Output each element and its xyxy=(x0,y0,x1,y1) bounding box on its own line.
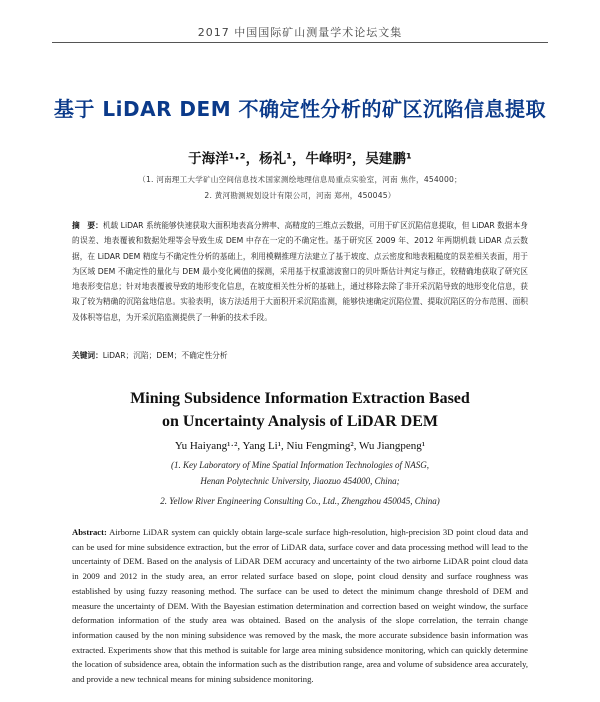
chinese-keywords-label: 关键词： xyxy=(72,351,103,360)
header-rule xyxy=(52,42,548,43)
english-authors: Yu Haiyang¹·², Yang Li¹, Niu Fengming², Wu Jiangpeng¹ xyxy=(174,440,426,452)
chinese-abstract-label: 摘 要： xyxy=(72,221,103,230)
chinese-keywords xyxy=(72,350,528,361)
chinese-affiliation-1: （1. 河南理工大学矿山空间信息技术国家测绘地理信息局重点实验室，河南 焦作，454000； xyxy=(138,175,462,184)
chinese-abstract-text: 机载 LiDAR 系统能够快速获取大面积地表高分辨率、高精度的三维点云数据，可用于矿区沉陷信息提取，但 LiDAR 数据本身的误差、地表覆被和数据处理等会导致生成 DEM 中存在一定的不确定性。基于研究区 2009 年、2012 年两期机载 LiDAR 点云数据，在 LiDAR DEM 精度与不确定性分析的基础上，利用模糊推理方法建立了基于坡度、点云密度和地表粗糙度的误差相关表面，用于为区域 DEM 不确定性的量化与 DEM 最小变化阈值的探测，采用基于权重滤波窗口的贝叶斯估计判定与修正，较精确地获取了研究区地表形变信息；针对地表覆被导致的地形变化信息，在坡度相关性分析的基础上，通过移除去除了非开采沉陷导致的地形变化信息，获取了较为精确的沉陷盆地信息。实验表明，该方法适用于大面积开采沉陷监测，能够快速确定沉陷位置、提取沉陷区的分布范围、面积及体积等信息，为开采沉陷监测提供了一种新的技术手段。 xyxy=(72,221,528,322)
english-title-line-2: on Uncertainty Analysis of LiDAR DEM xyxy=(161,413,438,430)
english-affiliation-1-continued: Henan Polytechnic University, Jiaozuo 454000, China; xyxy=(200,476,400,486)
english-abstract-text: Airborne LiDAR system can quickly obtain large-scale surface high-resolution, high-precision 3D point cloud data and can be used for mine subsidence extraction, but the error of LiDAR data, surface cover and data processing method will lead to the uncertainty of DEM. Based on the analysis of LiDAR DEM accuracy and uncertainty of the two airborne LiDAR point cloud data in 2009 and 2012 in the study area, an error related surface based on slope, point cloud density and surface roughness was established by using fuzzy reasoning method. The surface can be used to detect the minimum change threshold of DEM and measure the uncertainty of DEM. With the Bayesian estimation determination and correction based on weight window, the surface deformation information of the study area was obtained. Based on the analysis of the slope correlation, the terrain change information caused by the non mining subsidence was removed by the mask, the more accurate subsidence basin information was extracted. Experiments show that this method is suitable for large area mining subsidence monitoring, which can quickly determine the location of subsidence area, obtain the information such as the distribution range, area and volume of subsidence area accurately, and provide a new technical means for mining subsidence monitoring. xyxy=(72,527,528,685)
english-title-line-1: Mining Subsidence Information Extraction Based xyxy=(130,390,470,407)
chinese-keywords-text: LiDAR；沉陷；DEM；不确定性分析 xyxy=(102,351,228,360)
running-header: 2017 中国国际矿山测量学术论坛文集 xyxy=(197,26,403,39)
english-abstract xyxy=(72,525,528,687)
english-abstract-label: Abstract: xyxy=(72,527,107,537)
english-affiliation-1: (1. Key Laboratory of Mine Spatial Information Technologies of NASG, xyxy=(171,460,429,470)
chinese-title: 基于 LiDAR DEM 不确定性分析的矿区沉陷信息提取 xyxy=(53,97,547,121)
chinese-authors: 于海洋¹·²，杨礼¹，牛峰明²，吴建鹏¹ xyxy=(188,151,412,167)
english-affiliation-2: 2. Yellow River Engineering Consulting Co., Ltd., Zhengzhou 450045, China) xyxy=(160,496,440,506)
chinese-abstract xyxy=(72,218,528,325)
chinese-affiliation-2: 2. 黄河勘测规划设计有限公司，河南 郑州，450045） xyxy=(204,191,396,200)
